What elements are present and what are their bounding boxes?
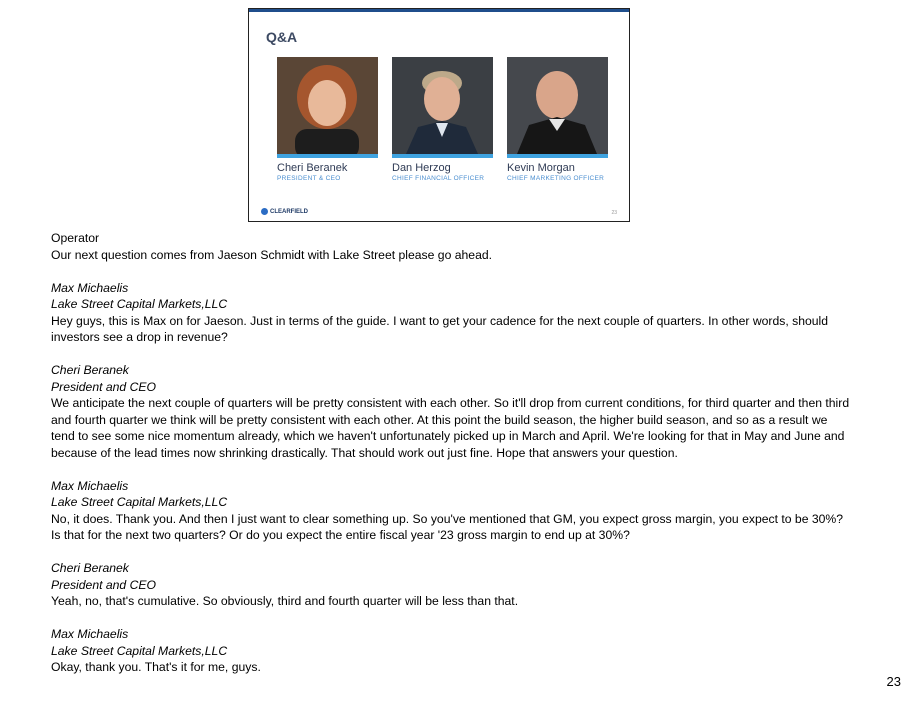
person-title: CHIEF FINANCIAL OFFICER bbox=[392, 175, 485, 182]
transcript bbox=[51, 230, 851, 692]
speaker-name: Cheri Beranek bbox=[51, 561, 129, 575]
speaker-name: Cheri Beranek bbox=[51, 363, 129, 377]
person-name: Cheri Beranek bbox=[277, 162, 348, 174]
speech-text: Our next question comes from Jaeson Schmidt with Lake Street please go ahead. bbox=[51, 247, 493, 262]
speaker-affiliation: Lake Street Capital Markets,LLC bbox=[51, 643, 228, 658]
qa-slide bbox=[248, 8, 630, 222]
speech-text: Yeah, no, that's cumulative. So obviously, third and fourth quarter will be less than that. bbox=[51, 594, 519, 608]
photo-cheri-beranek bbox=[277, 57, 378, 158]
photo-kevin-morgan bbox=[507, 57, 608, 158]
speaker-affiliation: President and CEO bbox=[51, 379, 157, 394]
logo-text: CLEARFIELD bbox=[270, 208, 308, 215]
person-title: PRESIDENT & CEO bbox=[277, 175, 341, 182]
person-name: Kevin Morgan bbox=[507, 162, 575, 174]
clearfield-logo bbox=[261, 208, 308, 215]
speaker-name: Operator bbox=[51, 231, 100, 245]
transcript-entry bbox=[51, 362, 851, 461]
speaker-affiliation: Lake Street Capital Markets,LLC bbox=[51, 495, 228, 509]
logo-mark-icon bbox=[261, 208, 268, 215]
speech-text: We anticipate the next couple of quarters will be pretty consistent with each other. So it'll drop from current conditions, for third quarter and then third and fourth quarter we think will be pretty consistent with each other. At this point the build season, the higher build season, and so as a result we tend to see some nice momentum already, which we haven't unfortunately picked up in March and April. We're looking for that in May and June and because of the lead times now shrinking drastically. That should work out just fine. Hope that answers your question. bbox=[51, 396, 850, 460]
speaker-affiliation: President and CEO bbox=[51, 577, 157, 592]
transcript-entry bbox=[51, 626, 851, 676]
transcript-entry bbox=[51, 280, 851, 346]
transcript-entry bbox=[51, 478, 851, 544]
speech-text: Hey guys, this is Max on for Jaeson. Just in terms of the guide. I want to get your cadence for the next couple of quarters. In other words, should investors see a drop in revenue? bbox=[51, 313, 829, 344]
speech-text: Okay, thank you. That's it for me, guys. bbox=[51, 660, 261, 674]
transcript-entry bbox=[51, 230, 851, 263]
person-card-cheri-beranek bbox=[277, 57, 378, 182]
page-number: 23 bbox=[886, 674, 901, 689]
photo-dan-herzog bbox=[392, 57, 493, 158]
slide-top-bar bbox=[249, 9, 629, 12]
speech-text: No, it does. Thank you. And then I just want to clear something up. So you've mentioned that GM, you expect gross margin, you expect to be 30%? Is that for the next two quarters? Or do you expect the entire fiscal year '23 gross margin to end up at 30%? bbox=[51, 511, 844, 542]
speaker-name: Max Michaelis bbox=[51, 280, 129, 295]
person-name: Dan Herzog bbox=[392, 162, 451, 174]
person-card-kevin-morgan bbox=[507, 57, 608, 182]
slide-number: 23 bbox=[611, 210, 617, 216]
slide-title: Q&A bbox=[266, 29, 298, 45]
transcript-entry bbox=[51, 560, 851, 610]
speaker-name: Max Michaelis bbox=[51, 478, 129, 493]
person-card-dan-herzog bbox=[392, 57, 493, 182]
speaker-affiliation: Lake Street Capital Markets,LLC bbox=[51, 297, 228, 311]
person-title: CHIEF MARKETING OFFICER bbox=[507, 175, 605, 182]
speaker-name: Max Michaelis bbox=[51, 627, 129, 641]
